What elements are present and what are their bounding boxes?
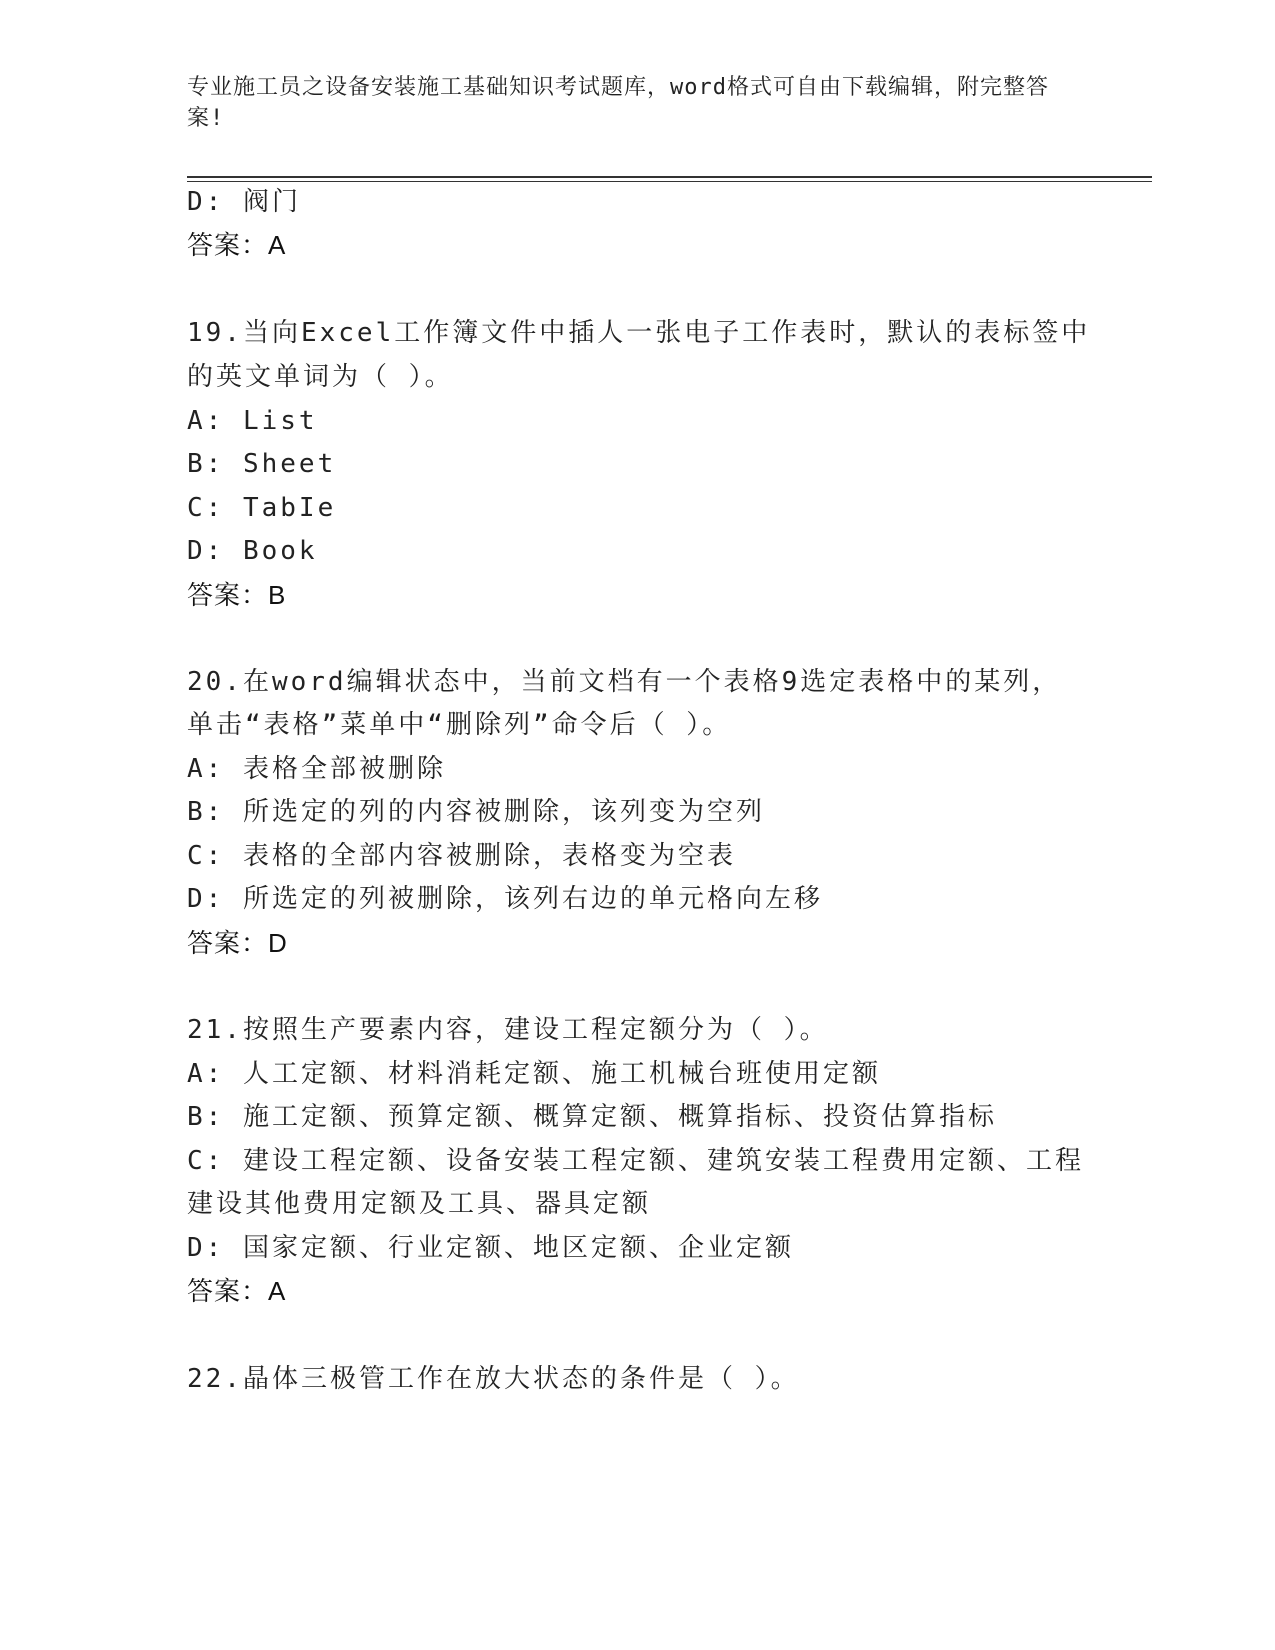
q19-question-line1: 19.当向Excel工作簿文件中插人一张电子工作表时，默认的表标签中 xyxy=(187,318,1091,348)
q19-option-c: C: TabIe xyxy=(187,493,337,523)
q21-question-line1: 21.按照生产要素内容，建设工程定额分为（ ）。 xyxy=(187,1015,829,1045)
q18-option-d: D: 阀门 xyxy=(187,187,301,217)
q21-option-c-line2: 建设其他费用定额及工具、器具定额 xyxy=(187,1189,652,1219)
q19-option-d: D: Book xyxy=(187,536,318,566)
q20-question-line2: 单击“表格”菜单中“删除列”命令后（ ）。 xyxy=(187,710,732,740)
q19-answer: 答案：B xyxy=(187,580,287,610)
q21-option-b: B: 施工定额、预算定额、概算定额、概算指标、投资估算指标 xyxy=(187,1102,997,1132)
q20-question-line1: 20.在word编辑状态中，当前文档有一个表格9选定表格中的某列， xyxy=(187,667,1062,697)
q21-option-c-line1: C: 建设工程定额、设备安装工程定额、建筑安装工程费用定额、工程 xyxy=(187,1146,1084,1176)
q20-option-c: C: 表格的全部内容被删除，表格变为空表 xyxy=(187,841,736,871)
q20-answer: 答案：D xyxy=(187,928,288,958)
page-header-title: 专业施工员之设备安装施工基础知识考试题库，word格式可自由下载编辑，附完整答案! xyxy=(187,75,1049,131)
header-divider-thin xyxy=(187,181,1152,182)
q20-option-a: A: 表格全部被删除 xyxy=(187,754,446,784)
q21-option-a: A: 人工定额、材料消耗定额、施工机械台班使用定额 xyxy=(187,1059,881,1089)
q20-option-d: D: 所选定的列被删除，该列右边的单元格向左移 xyxy=(187,884,823,914)
header-divider-thick xyxy=(187,176,1152,178)
q19-question-line2: 的英文单词为（ ）。 xyxy=(187,362,454,392)
q21-answer: 答案：A xyxy=(187,1276,287,1306)
q20-option-b: B: 所选定的列的内容被删除，该列变为空列 xyxy=(187,797,765,827)
q18-answer: 答案：A xyxy=(187,230,287,260)
q21-option-d: D: 国家定额、行业定额、地区定额、企业定额 xyxy=(187,1233,794,1263)
q22-question-line1: 22.晶体三极管工作在放大状态的条件是（ ）。 xyxy=(187,1364,800,1394)
q19-option-b: B: Sheet xyxy=(187,449,337,479)
q19-option-a: A: List xyxy=(187,406,318,436)
